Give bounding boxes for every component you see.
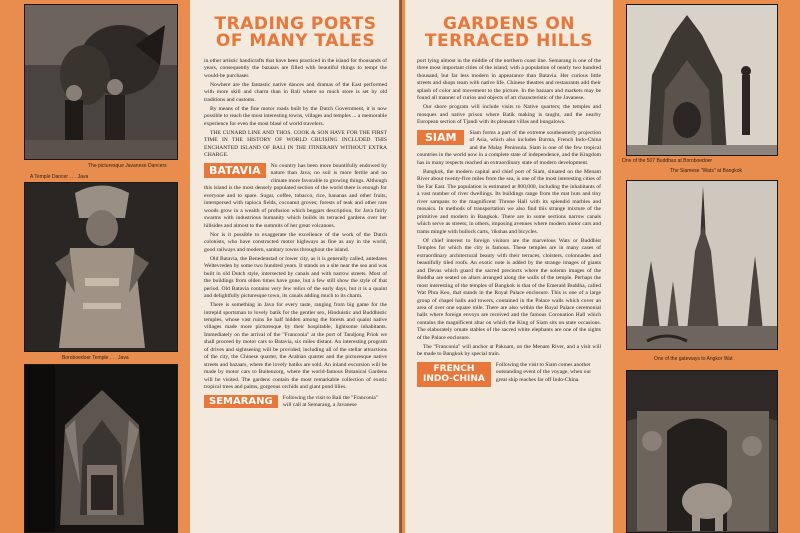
left-intro-p4: THE CUNARD LINE AND THOS. COOK & SON HAVE FOR THE FIRST TIME IN THE HISTORY OF WORLD CRUISING INCLUDED THIS ENCHANTED ISLAND OF BALI IN THE ITINERARY WITHOUT EXTRA CHARGE. [204, 129, 387, 159]
temple-dancer-photo [24, 182, 178, 352]
siam-p4: The "Franconia" will anchor at Paknam, on the Menam River, and a visit will be made to Bangkok by special train. [417, 343, 601, 358]
caption-angkor: One of the gateways to Angkor Wat [654, 356, 733, 362]
caption-buddhas: One of the 507 Buddhas at Boroboedoer [622, 158, 713, 164]
batavia-p2: Nor is it possible to exaggerate the excellence of the work of the Dutch colonists, who have constructed motor highways as fine as any in the world, good railways and modern, sanitary towns throughout the island. [204, 231, 387, 253]
indochina-label-line1: FRENCH [433, 363, 475, 374]
siam-label: SIAM [417, 130, 464, 145]
angkor-gateway-photo [626, 370, 778, 533]
left-page-title [204, 16, 387, 50]
semarang-text: Following the visit to Bali the "Franconia" will call at Semarang, a Javanese [282, 394, 379, 409]
semarang-label: SEMARANG [204, 395, 278, 408]
right-page [402, 0, 800, 533]
right-title-line1: GARDENS ON [443, 14, 575, 34]
left-intro-p3: By means of the fine motor roads built by the Dutch Government, it is now possible to reach the most interesting towns, villages and temples ... a memorable experience for even the most blasé of world travelers. [204, 105, 387, 127]
left-title-line1: TRADING PORTS [214, 14, 377, 34]
left-title-line2: OF MANY TALES [215, 31, 376, 51]
siam-p2: Bangkok, the modern capital and chief port of Siam, situated on the Menam River about twenty-five miles from the sea, is one of the most interesting cities of the Far East. The population is estimated at 800,000, including the inhabitants of a vast number of river dwellings. Its buildings range from the mat huts and tiny river sampans to the magnificent Throne Hall with its splendid marbles and mosaics. In methods of transportation we also find this strange mixture of the primitive and modern in Bangkok. There are in some sections narrow canals which serve as streets; in others, imposing avenues where modern motor cars and trams mingle with bullock carts, 'rikshas and bicycles. [417, 168, 601, 235]
batavia-p4: There is something in Java for every taste, ranging from big game for the intrepid sportsman to lovely batik for the gentler sex, Hinduistic and Buddhistic temples, whose vast ruins lie half hidden among the forests and quaint native villages made more picturesque by their hospitable, lightsome inhabitants. Immediately on the arrival of the "Franconia" at the port of Tandjong Priok we shall proceed by motor cars to Batavia, six miles distant. An interesting program of drives and sightseeing will be provided, including all of the stellar attractions of the city, the Chinese quarter, the Arabian quarter and the picturesque native streets and bazaars, where the lovely batiks are sold. An inland excursion will be made by motor cars to Buitenzorg, where the world-famous Botanical Gardens will be visited. The gardens contain the most remarkable collection of exotic tropical trees and palms, gorgeous orchids and giant pond lilies. [204, 302, 387, 391]
indochina-text: Following the visit to Siam comes another outstanding event of the voyage, when our great ship reaches far off Indo-China. [495, 361, 592, 383]
indochina-label-line2: INDO-CHINA [423, 374, 485, 385]
caption-siamese-wats: The Siamese "Wats" at Bangkok [670, 168, 743, 174]
batavia-p1: No country has been more bountifully endowed by nature than Java; no soil is more fertile and no climate more favorable to growing things. Although this island is the most densely populated section of the world there is enough for everyone and to spare. Sugar, coffee, tobacco, rice, bananas and other fruits, interspersed with tapioca fields, cocoanut groves; forests of teak and other rare woods grow in a wealth of profusion which beggars description, for Java fairly swarms with industrious humanity which builds its terraced gardens over her hillsides and almost to the summits of her great volcanoes. [204, 162, 387, 229]
caption-dancers: The picturesque Javanese Dancers [88, 163, 167, 169]
batavia-label: BATAVIA [204, 163, 266, 178]
caption-temple-dancer: A Temple Dancer . . . Java [30, 174, 89, 180]
left-intro-p2: Nowhere are the fantastic native dances and dramas of the East performed with more skill and charm than in Bali where so much store is set by old traditions and customs. [204, 81, 387, 103]
right-title-line2: TERRACED HILLS [424, 31, 594, 51]
right-intro-p2: Our shore program will include visits to Native quarters; the temples and mosques and native prison where Batik making is taught, and the nearby European section of Tjandi with its pleasant villas and bungalows. [417, 104, 601, 126]
batavia-p3: Old Batavia, the Benedenstad or lower city, as it is generally called, antedates Weltevreden by some two hundred years. It stands on a site near the sea and was built in old Dutch style, intersected by canals and with narrow streets. Most of the buildings from olden times have gone, but a few still show the style of that period. Old Batavia contains very few relics of the early days, but it is a quaint and delightfully picturesque town, its canals adding much to its charm. [204, 255, 387, 300]
siam-p1: Siam forms a part of the extreme southeasterly projection of Asia, which also includes Burma, French Indo-China and the Malay Peninsula. Siam is one of the few tropical countries in the world now in a complete state of independence, and the Kingdom has in many respects reached an extraordinary state of modern development. [417, 129, 601, 166]
right-intro-p1: port lying almost in the middle of the northern coast line. Semarang is one of the three most important cities of the island, with a population of nearly two hundred thousand, but far less modern in appearance than Batavia. Her curious little streets and shops team with native life. Chinese theatres and restaurants add their splash of color and movement to the picture. In the bazaars and markets may be found all manner of curios and objects of art characteristic of the Javanese. [417, 58, 601, 102]
siamese-wats-photo [626, 180, 778, 350]
left-intro-p1: in other artistic handicrafts that have been practiced in the island for thousands of years, consequently the bazaars are filled with beautiful things to tempt the would-be purchaser. [204, 58, 387, 79]
indochina-label [417, 362, 491, 387]
left-text-column [190, 0, 399, 533]
javanese-dancers-photo [24, 4, 178, 160]
borobudur-relief-photo [24, 364, 178, 533]
siam-p3: Of chief interest to foreign visitors are the marvelous Wats or Buddhist Temples for which the city is famous. These temples are in many cases of extraordinary architectural beauty with their terraces, cloisters, colonnades and beautifully tiled roofs. An exotic note is added by the strange images of giants and Devas which guard the sacred precincts where the solemn images of the Buddha are seated on altars arranged along the walls of the temple. Perhaps the most interesting of the temples of Bangkok is that of the Emerald Buddha, called Wat Phra Keo, that stands in the Royal Palace enclosure. This is one of a large group of chapel halls and towers, contained in the Palace walls which cover an area of over one square mile. There are also within the Royal Palace ceremonial halls where foreign envoys are received and the famous Coronation Hall which contains the magnificent altar on which the King of Siam sits on state occasions. The elaborately ornate stables of the sacred white elephants are one of the sights of the Palace enclosure. [417, 237, 601, 341]
right-page-title [417, 16, 601, 50]
caption-borobudur-temple: Boroboedoer Temple . . . Java [62, 355, 129, 361]
borobudur-buddhas-photo [626, 4, 778, 156]
right-text-column [405, 0, 613, 533]
